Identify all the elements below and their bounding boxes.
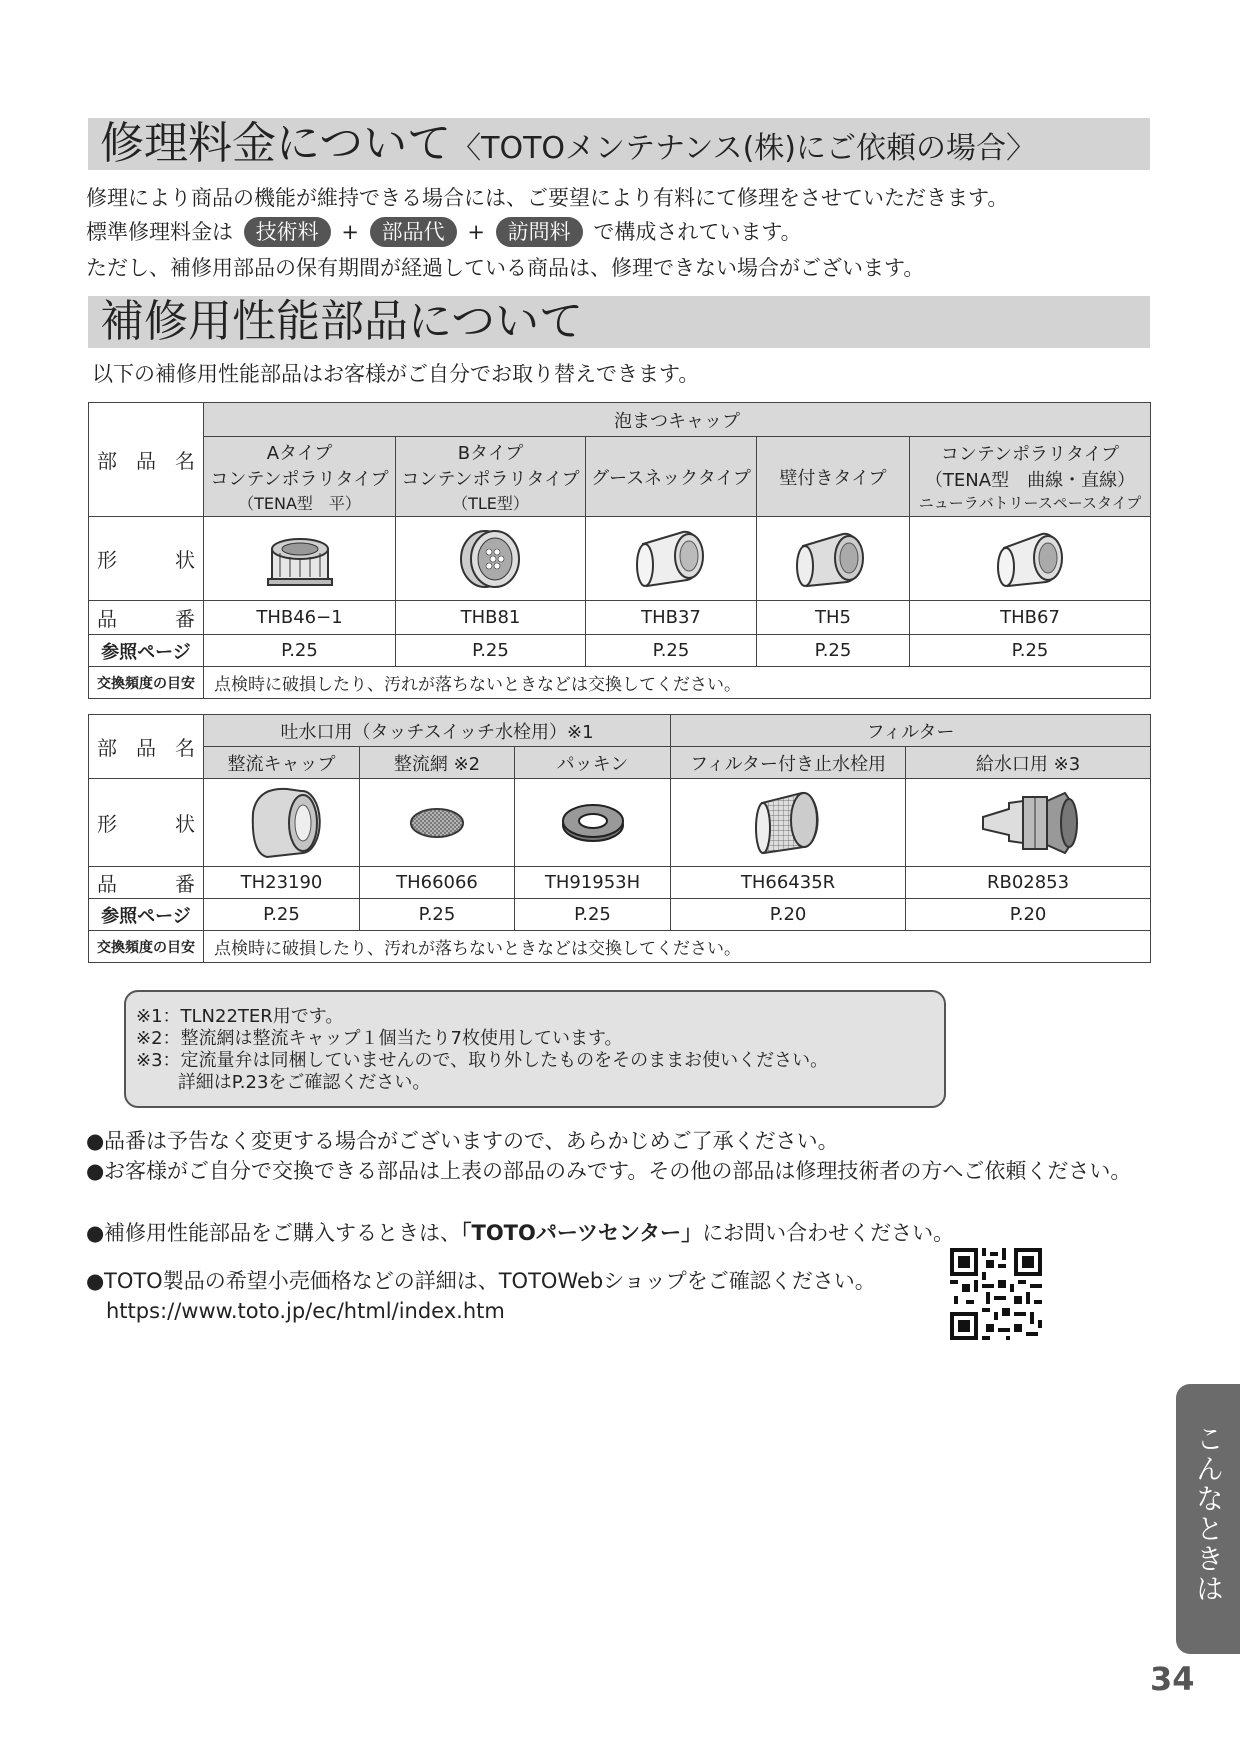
gooseneck-cap-icon — [586, 517, 757, 601]
footnote-box — [124, 990, 946, 1108]
label-part-name: 部 品 名 — [89, 715, 204, 779]
section-title-parts: 補修用性能部品について — [88, 296, 1150, 348]
side-tab-label: こんなときは — [1192, 1424, 1225, 1604]
parts-table-outlet-filter — [88, 714, 1151, 963]
wall-cap-icon — [757, 517, 910, 601]
label-ref-page: 参照ページ — [89, 899, 204, 931]
part-no-a: THB46−1 — [204, 601, 396, 635]
filter-icon — [671, 779, 906, 867]
fee-suffix: で構成されています。 — [593, 220, 802, 244]
section-title-repair-fee — [88, 118, 1150, 170]
label-frequency: 交換頻度の目安 — [89, 667, 204, 699]
part-name-gooseneck: グースネックタイプ — [586, 437, 757, 517]
section-title-main: 修理料金について — [100, 118, 452, 169]
label-part-no: 品 番 — [89, 867, 204, 899]
web-shop-url[interactable]: https://www.toto.jp/ec/html/index.htm — [106, 1299, 505, 1323]
group-outlet: 吐水口用（タッチスイッチ水栓用）※1 — [204, 715, 671, 747]
parts-intro: 以下の補修用性能部品はお客様がご自分でお取り替えできます。 — [92, 362, 700, 386]
plus-sign: + — [341, 220, 359, 244]
footnote-1: ※1：TLN22TER用です。 — [136, 1006, 344, 1027]
part-no-contemporary: THB67 — [910, 601, 1151, 635]
label-shape: 形 状 — [89, 517, 204, 601]
ref-page-inlet-filter: P.20 — [906, 899, 1151, 931]
ref-page-filter: P.20 — [671, 899, 906, 931]
ref-page-flow-mesh: P.25 — [360, 899, 515, 931]
part-no-filter: TH66435R — [671, 867, 906, 899]
ref-page-flow-cap: P.25 — [204, 899, 360, 931]
group-filter: フィルター — [671, 715, 1151, 747]
repair-text-line2 — [86, 216, 802, 247]
fee-badge-tech: 技術料 — [244, 217, 331, 247]
section-title-sub: 〈TOTOメンテナンス(株)にご依頼の場合〉 — [451, 131, 1037, 166]
part-no-wall: TH5 — [757, 601, 910, 635]
footnote-3-cont: 詳細はP.23をご確認ください。 — [136, 1072, 431, 1093]
page-number: 34 — [1150, 1660, 1195, 1698]
bullet-parts-center: ●補修用性能部品をご購入するときは、「TOTOパーツセンター」にお問い合わせください。 — [86, 1221, 955, 1245]
label-frequency: 交換頻度の目安 — [89, 931, 204, 963]
label-part-no: 品 番 — [89, 601, 204, 635]
part-no-flow-mesh: TH66066 — [360, 867, 515, 899]
fee-badge-parts: 部品代 — [370, 217, 457, 247]
footnote-2: ※2：整流網は整流キャップ１個当たり7枚使用しています。 — [136, 1028, 623, 1049]
part-name-a: Aタイプ コンテンポラリタイプ （TENA型 平） — [204, 437, 396, 517]
frequency-note: 点検時に破損したり、汚れが落ちないときなどは交換してください。 — [204, 667, 1151, 699]
ref-page-gooseneck: P.25 — [586, 635, 757, 667]
part-name-wall: 壁付きタイプ — [757, 437, 910, 517]
part-no-inlet-filter: RB02853 — [906, 867, 1151, 899]
part-no-b: THB81 — [396, 601, 586, 635]
label-shape: 形 状 — [89, 779, 204, 867]
label-part-name: 部 品 名 — [89, 403, 204, 517]
repair-text-line1: 修理により商品の機能が維持できる場合には、ご要望により有料にて修理をさせていただきます。 — [86, 186, 1009, 210]
qr-code-icon — [950, 1248, 1042, 1340]
side-tab[interactable] — [1176, 1384, 1240, 1654]
ref-page-contemporary: P.25 — [910, 635, 1151, 667]
plus-sign: + — [467, 220, 485, 244]
parts-center-name: 「TOTOパーツセンター」 — [461, 1221, 703, 1245]
bullet-part-number-change: ●品番は予告なく変更する場合がございますので、あらかじめご了承ください。 — [86, 1129, 839, 1153]
flow-cap-icon — [204, 779, 360, 867]
aerator-b-icon — [396, 517, 586, 601]
ref-page-a: P.25 — [204, 635, 396, 667]
part-name-flow-mesh: 整流網 ※2 — [360, 747, 515, 779]
repair-text-line3: ただし、補修用部品の保有期間が経過している商品は、修理できない場合がございます。 — [86, 256, 925, 280]
flow-mesh-icon — [360, 779, 515, 867]
part-name-b: Bタイプ コンテンポラリタイプ （TLE型） — [396, 437, 586, 517]
inlet-filter-icon — [906, 779, 1151, 867]
parts-table-aerators — [88, 402, 1151, 699]
fee-badge-visit: 訪問料 — [496, 217, 583, 247]
part-no-packing: TH91953H — [515, 867, 671, 899]
fee-prefix: 標準修理料金は — [86, 220, 233, 244]
part-name-packing: パッキン — [515, 747, 671, 779]
label-ref-page: 参照ページ — [89, 635, 204, 667]
frequency-note: 点検時に破損したり、汚れが落ちないときなどは交換してください。 — [204, 931, 1151, 963]
footnote-3: ※3：定流量弁は同梱していませんので、取り外したものをそのままお使いください。 — [136, 1050, 829, 1071]
group-aerator-cap: 泡まつキャップ — [204, 403, 1151, 437]
bullet-customer-parts: ●お客様がご自分で交換できる部品は上表の部品のみです。その他の部品は修理技術者の方へご依頼ください。 — [86, 1159, 1132, 1183]
part-no-gooseneck: THB37 — [586, 601, 757, 635]
part-name-contemporary: コンテンポラリタイプ （TENA型 曲線・直線） ニューラバトリースペースタイプ — [910, 437, 1151, 517]
part-name-filter: フィルター付き止水栓用 — [671, 747, 906, 779]
bullet-web-shop: ●TOTO製品の希望小売価格などの詳細は、TOTOWebショップをご確認ください。 — [86, 1269, 876, 1293]
packing-icon — [515, 779, 671, 867]
part-name-flow-cap: 整流キャップ — [204, 747, 360, 779]
aerator-a-icon — [204, 517, 396, 601]
ref-page-packing: P.25 — [515, 899, 671, 931]
contemporary-cap-icon — [910, 517, 1151, 601]
ref-page-b: P.25 — [396, 635, 586, 667]
part-no-flow-cap: TH23190 — [204, 867, 360, 899]
part-name-inlet-filter: 給水口用 ※3 — [906, 747, 1151, 779]
ref-page-wall: P.25 — [757, 635, 910, 667]
